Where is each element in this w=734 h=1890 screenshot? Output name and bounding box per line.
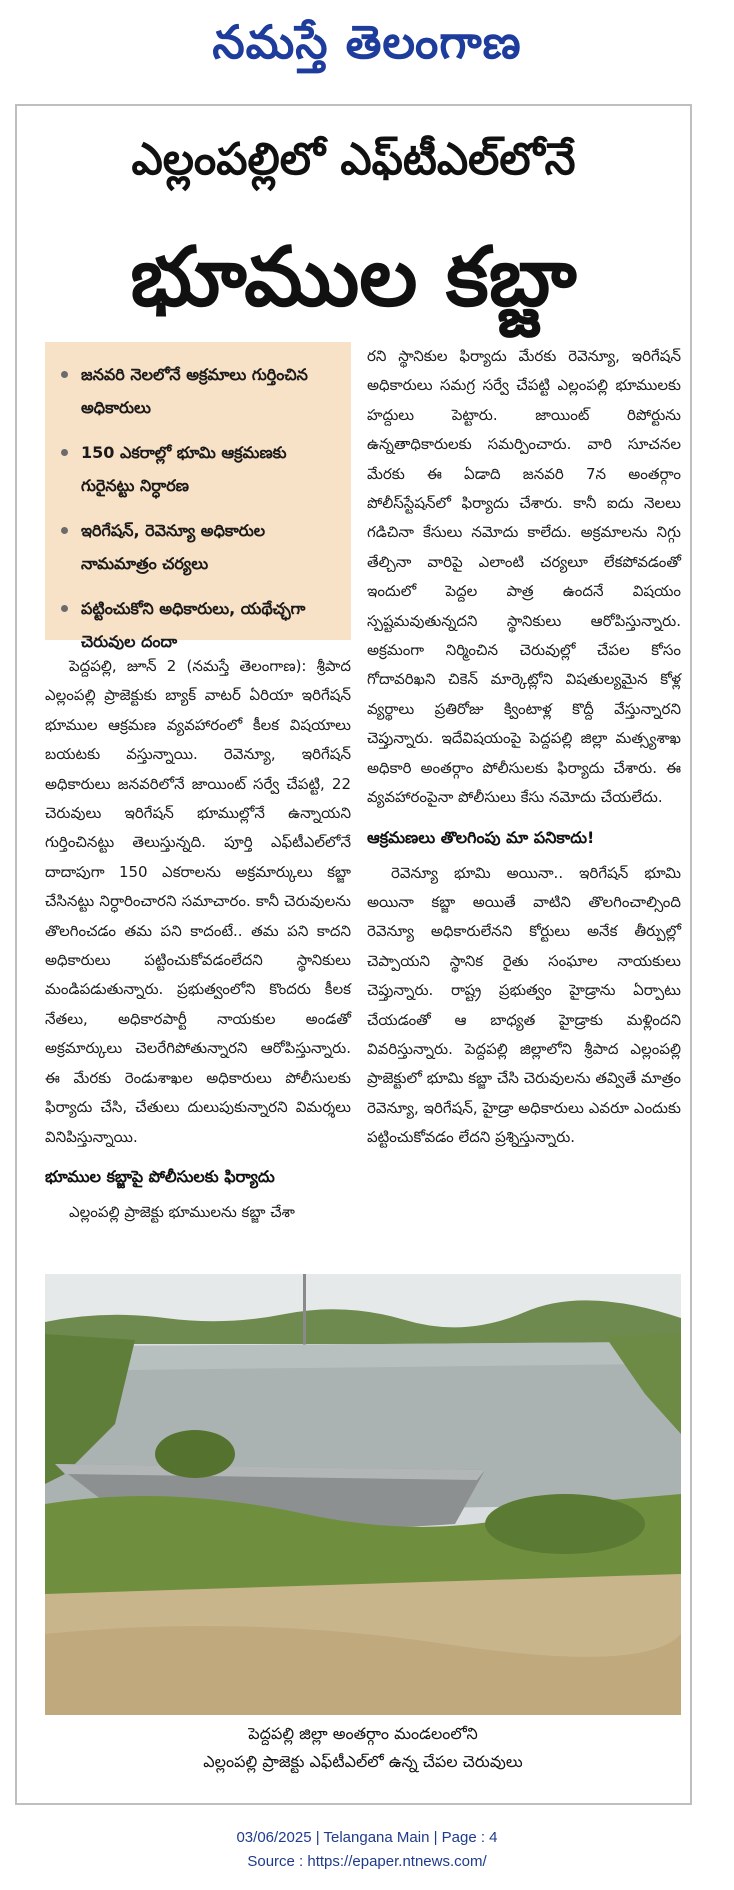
article-subheading: భూముల కబ్జాపై పోలీసులకు ఫిర్యాదు (45, 1166, 275, 1186)
headline-line-1: ఎల్లంపల్లిలో ఎఫ్‌టీఎల్‌లోనే (131, 134, 576, 185)
highlights-list (59, 358, 337, 658)
highlight-item: ఇరిగేషన్‌, రెవెన్యూ అధికారుల నామమాత్రం చర్యలు (59, 514, 337, 580)
photo-caption-line: ఎల్లంపల్లి ప్రాజెక్టు ఎఫ్‌టీఎల్‌లో ఉన్న చేపల చెరువులు (203, 1752, 523, 1771)
highlight-item: పట్టించుకోని అధికారులు, యథేచ్ఛగా చెరువుల దందా (59, 592, 337, 658)
article-paragraph: ఎల్లంపల్లి ప్రాజెక్టు భూములను కబ్జా చేశా (69, 1202, 295, 1221)
footer-source: Source : https://epaper.ntnews.com/ (247, 1853, 487, 1870)
article-subheading: ఆక్రమణలు తొలగింపు మా పనికాదు! (367, 827, 595, 847)
page-footer (0, 1826, 734, 1874)
highlight-item: 150 ఎకరాల్లో భూమి ఆక్రమణకు గురైనట్టు నిర్ధారణ (59, 436, 337, 502)
article-column-left (45, 652, 351, 1227)
newspaper-masthead: నమస్తే తెలంగాణ (212, 15, 522, 69)
article-paragraph: పెద్దపల్లి, జూన్‌ 2 (నమస్తే తెలంగాణ): శ్రీపాద ఎల్లంపల్లి ప్రాజెక్టుకు బ్యాక్‌ వాటర్‌ ఏరియా ఇరిగేషన్‌ భూముల ఆక్రమణ వ్యవహారంలో కీలక విషయాలు బయటకు వస్తున్నాయి. రెవెన్యూ, ఇరిగేషన్‌ అధికారులు జనవరిలోనే జాయింట్‌ సర్వే చేపట్టి, 22 చెరువులు ఇరిగేషన్‌ భూముల్లోనే ఉన్నాయని గుర్తించినట్టు తెలుస్తున్నది. పూర్తి ఎఫ్‌టీఎల్‌లోనే దాదాపుగా 150 ఎకరాలను అక్రమార్కులు కబ్జా చేసినట్టు నిర్ధారించారని సమాచారం. కానీ చెరువులను తొలగించడం తమ పని కాదంటే.. తమ పని కాదని అధికారులు పట్టించుకోవడంలేదని స్థానికులు మండిపడుతున్నారు. ప్రభుత్వంలోని కొందరు కీలక నేతలు, అధికారపార్టీ నాయకుల అండతో అక్రమార్కులు చెలరేగిపోతున్నారని ఆరోపిస్తున్నారు. ఈ మేరకు రెండుశాఖల అధికారులు పోలీసులకు ఫిర్యాదు చేసి, చేతులు దులుపుకున్నారని విమర్శలు వినిపిస్తున్నాయి. (45, 657, 351, 1146)
footer-date-edition: 03/06/2025 | Telangana Main | Page : 4 (236, 1829, 498, 1846)
photo-caption-line: పెద్దపల్లి జిల్లా అంతర్గాం మండలంలోని (248, 1724, 478, 1743)
news-clipping (15, 104, 692, 1805)
fish-pond-photo (45, 1274, 681, 1715)
article-column-right (367, 342, 681, 1153)
headline-line-2: భూముల కబ్జా (130, 230, 577, 325)
article-paragraph: రని స్థానికుల ఫిర్యాదు మేరకు రెవెన్యూ, ఇరిగేషన్‌ అధికారులు సమగ్ర సర్వే చేపట్టి ఎల్లంపల్లి భూములకు హద్దులు పెట్టారు. జాయింట్‌ రిపోర్టును ఉన్నతాధికారులకు సమర్పించారు. వారి సూచనల మేరకు ఈ ఏడాది జనవరి 7న అంతర్గాం పోలీస్‌స్టేషన్‌లో ఫిర్యాదు చేశారు. కానీ ఐదు నెలలు గడిచినా కేసులు నమోదు కాలేదు. అక్రమాలను నిగ్గు తేల్చినా వారిపై ఎలాంటి చర్యలూ లేకపోవడంతో ఇందులో పెద్దల పాత్ర ఉందనే విషయం స్పష్టమవుతున్నదని స్థానికులు ఆరోపిస్తున్నారు. అక్రమంగా నిర్మించిన చెరువుల్లో చేపల కోసం గోదావరిఖని చికెన్‌ మార్కెట్లోని విషతుల్యమైన కోళ్ల వ్యర్థాలు ప్రతిరోజు క్వింటాళ్ల కొద్దీ వేస్తున్నారని చెప్తున్నారు. ఇదేవిషయంపై పెద్దపల్లి జిల్లా మత్స్యశాఖ అధికారి అంతర్గాం పోలీసులకు ఫిర్యాదు చేశారు. ఈ వ్యవహారంపైనా పోలీసులు కేసు నమోదు చేయలేదు. (367, 347, 681, 807)
article-paragraph: రెవెన్యూ భూమి అయినా.. ఇరిగేషన్‌ భూమి అయినా కబ్జా అయితే వాటిని తొలగించాల్సింది రెవెన్యూ అధికారులేనని కోర్టులు అనేక తీర్పుల్లో చెప్పాయని స్థానిక రైతు సంఘాల నాయకులు చెప్తున్నారు. రాష్ట్ర ప్రభుత్వం హైడ్రాను ఏర్పాటు చేయడంతో ఆ బాధ్యత హైడ్రాకు మళ్లిందని వివరిస్తున్నారు. పెద్దపల్లి జిల్లాలోని శ్రీపాద ఎల్లంపల్లి ప్రాజెక్టులో భూమి కబ్జా చేసి చెరువులను తవ్వితే మాత్రం రెవెన్యూ, ఇరిగేషన్‌, హైడ్రా అధికారులు ఎవరూ ఎందుకు పట్టించుకోవడం లేదని ప్రశ్నిస్తున్నారు. (367, 863, 681, 1147)
highlight-item: జనవరి నెలలోనే అక్రమాలు గుర్తించిన అధికారులు (59, 358, 337, 424)
highlights-box (45, 342, 351, 651)
photo-caption (45, 1720, 681, 1776)
